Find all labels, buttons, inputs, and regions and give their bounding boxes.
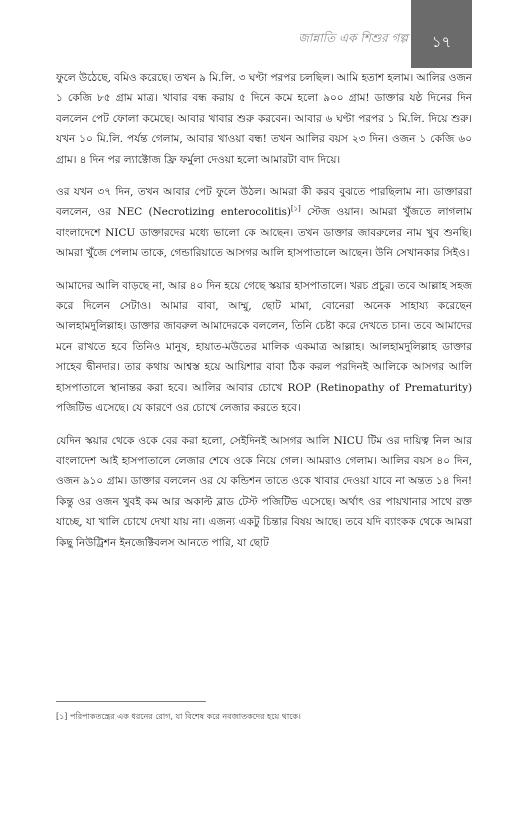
paragraph-2-part-2: স্টেজ ওয়ান। আমরা খুঁজতে লাগলাম বাংলাদেশে NICU ডাক্তারদের মধ্যে ভালো কে আছেন। তখন ডাক্তার জাবরুলের নাম খুব শুনছি। আমরা খুঁজে পেলাম তাকে, গেন্ডারিয়াতে আসগর আলি হাসপাতালে আছেন। উনি সেখানকার সিইও। [56,206,472,260]
paragraph-3: আমাদের আলি বাড়ছে না, আর ৪০ দিন হয়ে গেছে স্কয়ার হাসপাতালে। খরচ প্রচুর। তবে আল্লাহ সহজ করে দিলেন সেটাও। আমার বাবা, আম্মু, ছোট মামা, বোনেরা অনেক সাহায্য করেছেন আলহামদুলিল্লাহ। ডাক্তার জাবরুল আমাদেরকে বললেন, তিনি চেষ্টা করে দেখতে চান। তবে আমাদের মনে রাখতে হবে তিনিও মানুষ, হায়াত-মউতের মালিক একমাত্র আল্লাহ। আলহামদুলিল্লাহ ডাক্তার সাহেব দ্বীনদার। তার কথায় আশ্বস্ত হয়ে আয়িশার বাবা ঠিক করল পরদিনই আলিকে আসগর আলি হাসপাতালে স্থানান্তর করা হবে। আলির আবার চোখে ROP (Retinopathy of Prematurity) পজিটিভ এসেছে। যে কারণে ওর চোখে লেজার করতে হবে। [56,279,472,415]
paragraph-2-part-1: ওর যখন ৩৭ দিন, তখন আবার পেট ফুলে উঠল। আমরা কী করব বুঝতে পারছিলাম না। ডাক্তাররা বললেন, ওর NEC (Necrotizing enterocolitis) [56,186,472,219]
page-header [0,0,528,52]
footnote-divider [56,701,206,702]
paragraph-2 [56,182,472,264]
footnote-reference[interactable]: [১] [290,204,301,213]
body-text [56,68,472,565]
footnote: [১] পরিপাকতন্ত্রের এক ধরনের রোগ, যা বিশেষ করে নবজাতকদের হয়ে থাকে। [56,712,301,721]
paragraph-1: ফুলে উঠেছে, বমিও করেছে। তখন ৯ মি.লি. ৩ ঘণ্টা পরপর চলছিল। আমি হতাশ হলাম। আলির ওজন ১ কেজি ৮৫ গ্রাম মাত্র। খাবার বন্ধ করায় ৫ দিনে কমে হলো ৯০০ গ্রাম! ডাক্তার যষ্ঠ দিনের দিন বললেন পেট ফোলা কমেছে। আবার খাবার শুরু করবেন। আবার ৬ ঘণ্টা পরপর ১ মি.লি. দিয়ে শুরু। যখন ১০ মি.লি. পর্যন্ত গেলাম, আবার খাওয়া বন্ধ! তখন আলির বয়স ২৩ দিন। ওজন ১ কেজি ৬০ গ্রাম। ৪ দিন পর ল্যাক্টোজ ফ্রি ফর্মুলা দেওয়া হলো আমারটা বাদ দিয়ে। [56,72,472,166]
page-number-box [411,0,472,68]
paragraph-4: যেদিন স্কয়ার থেকে ওকে বের করা হলো, সেইদিনই আসগর আলি NICU টিম ওর দায়িত্ব নিল আর বাংলাদেশ আই হাসপাতালে লেজার শেষে ওকে নিয়ে গেল। আমরাও গেলাম। আলির বয়স ৪০ দিন, ওজন ৯১০ গ্রাম। ডাক্তার বললেন ওর যে কন্ডিশন তাতে ওকে খাবার দেওয়া যাবে না অন্তত ১৪ দিন! কিন্তু ওর ওজন খুবই কম আর অকাল্ট ব্লাড টেস্ট পজিটিভ এসেছে। অর্থাৎ ওর পায়খানার সাথে রক্ত যাচ্ছে, যা খালি চোখে দেখা যায় না। এজন্য একটু চিন্তার বিষয় আছে। তবে যদি ব্যাংকক থেকে আমরা কিছু নিউট্রিশন ইনজেক্টিবলস আনতে পারি, যা ছোট [56,434,472,549]
running-title: জান্নাতি এক শিশুর গল্প [298,31,408,45]
page-number: ১৭ [431,33,452,51]
